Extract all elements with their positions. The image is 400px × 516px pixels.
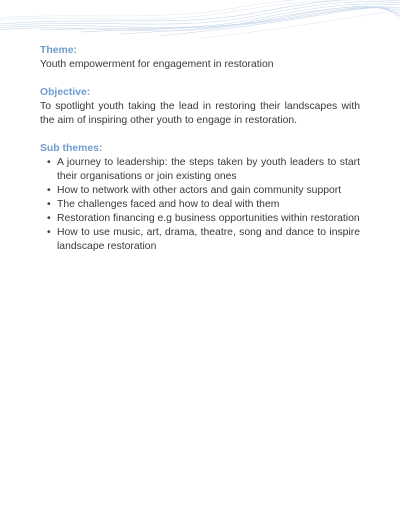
theme-section bbox=[40, 44, 360, 72]
list-item: • How to use music, art, drama, theatre, song and dance to inspire landscape restoration bbox=[40, 226, 360, 254]
objective-text: To spotlight youth taking the lead in restoring their landscapes with the aim of inspiring other youth to engage in restoration. bbox=[40, 101, 360, 126]
sub-themes-list bbox=[40, 156, 360, 254]
header-wave-decoration bbox=[0, 0, 400, 40]
objective-heading: Objective: bbox=[40, 87, 91, 98]
list-item: • Restoration financing e.g business opportunities within restoration bbox=[40, 212, 360, 226]
list-item: • How to network with other actors and gain community support bbox=[40, 184, 360, 198]
list-item: • A journey to leadership: the steps taken by youth leaders to start their organisations or join existing ones bbox=[40, 156, 360, 184]
theme-heading: Theme: bbox=[40, 45, 77, 56]
sub-themes-heading: Sub themes: bbox=[40, 143, 103, 154]
objective-section bbox=[40, 86, 360, 128]
document-body bbox=[40, 44, 360, 268]
list-item: • The challenges faced and how to deal with them bbox=[40, 198, 360, 212]
sub-themes-section bbox=[40, 142, 360, 254]
theme-text: Youth empowerment for engagement in restoration bbox=[40, 59, 274, 70]
